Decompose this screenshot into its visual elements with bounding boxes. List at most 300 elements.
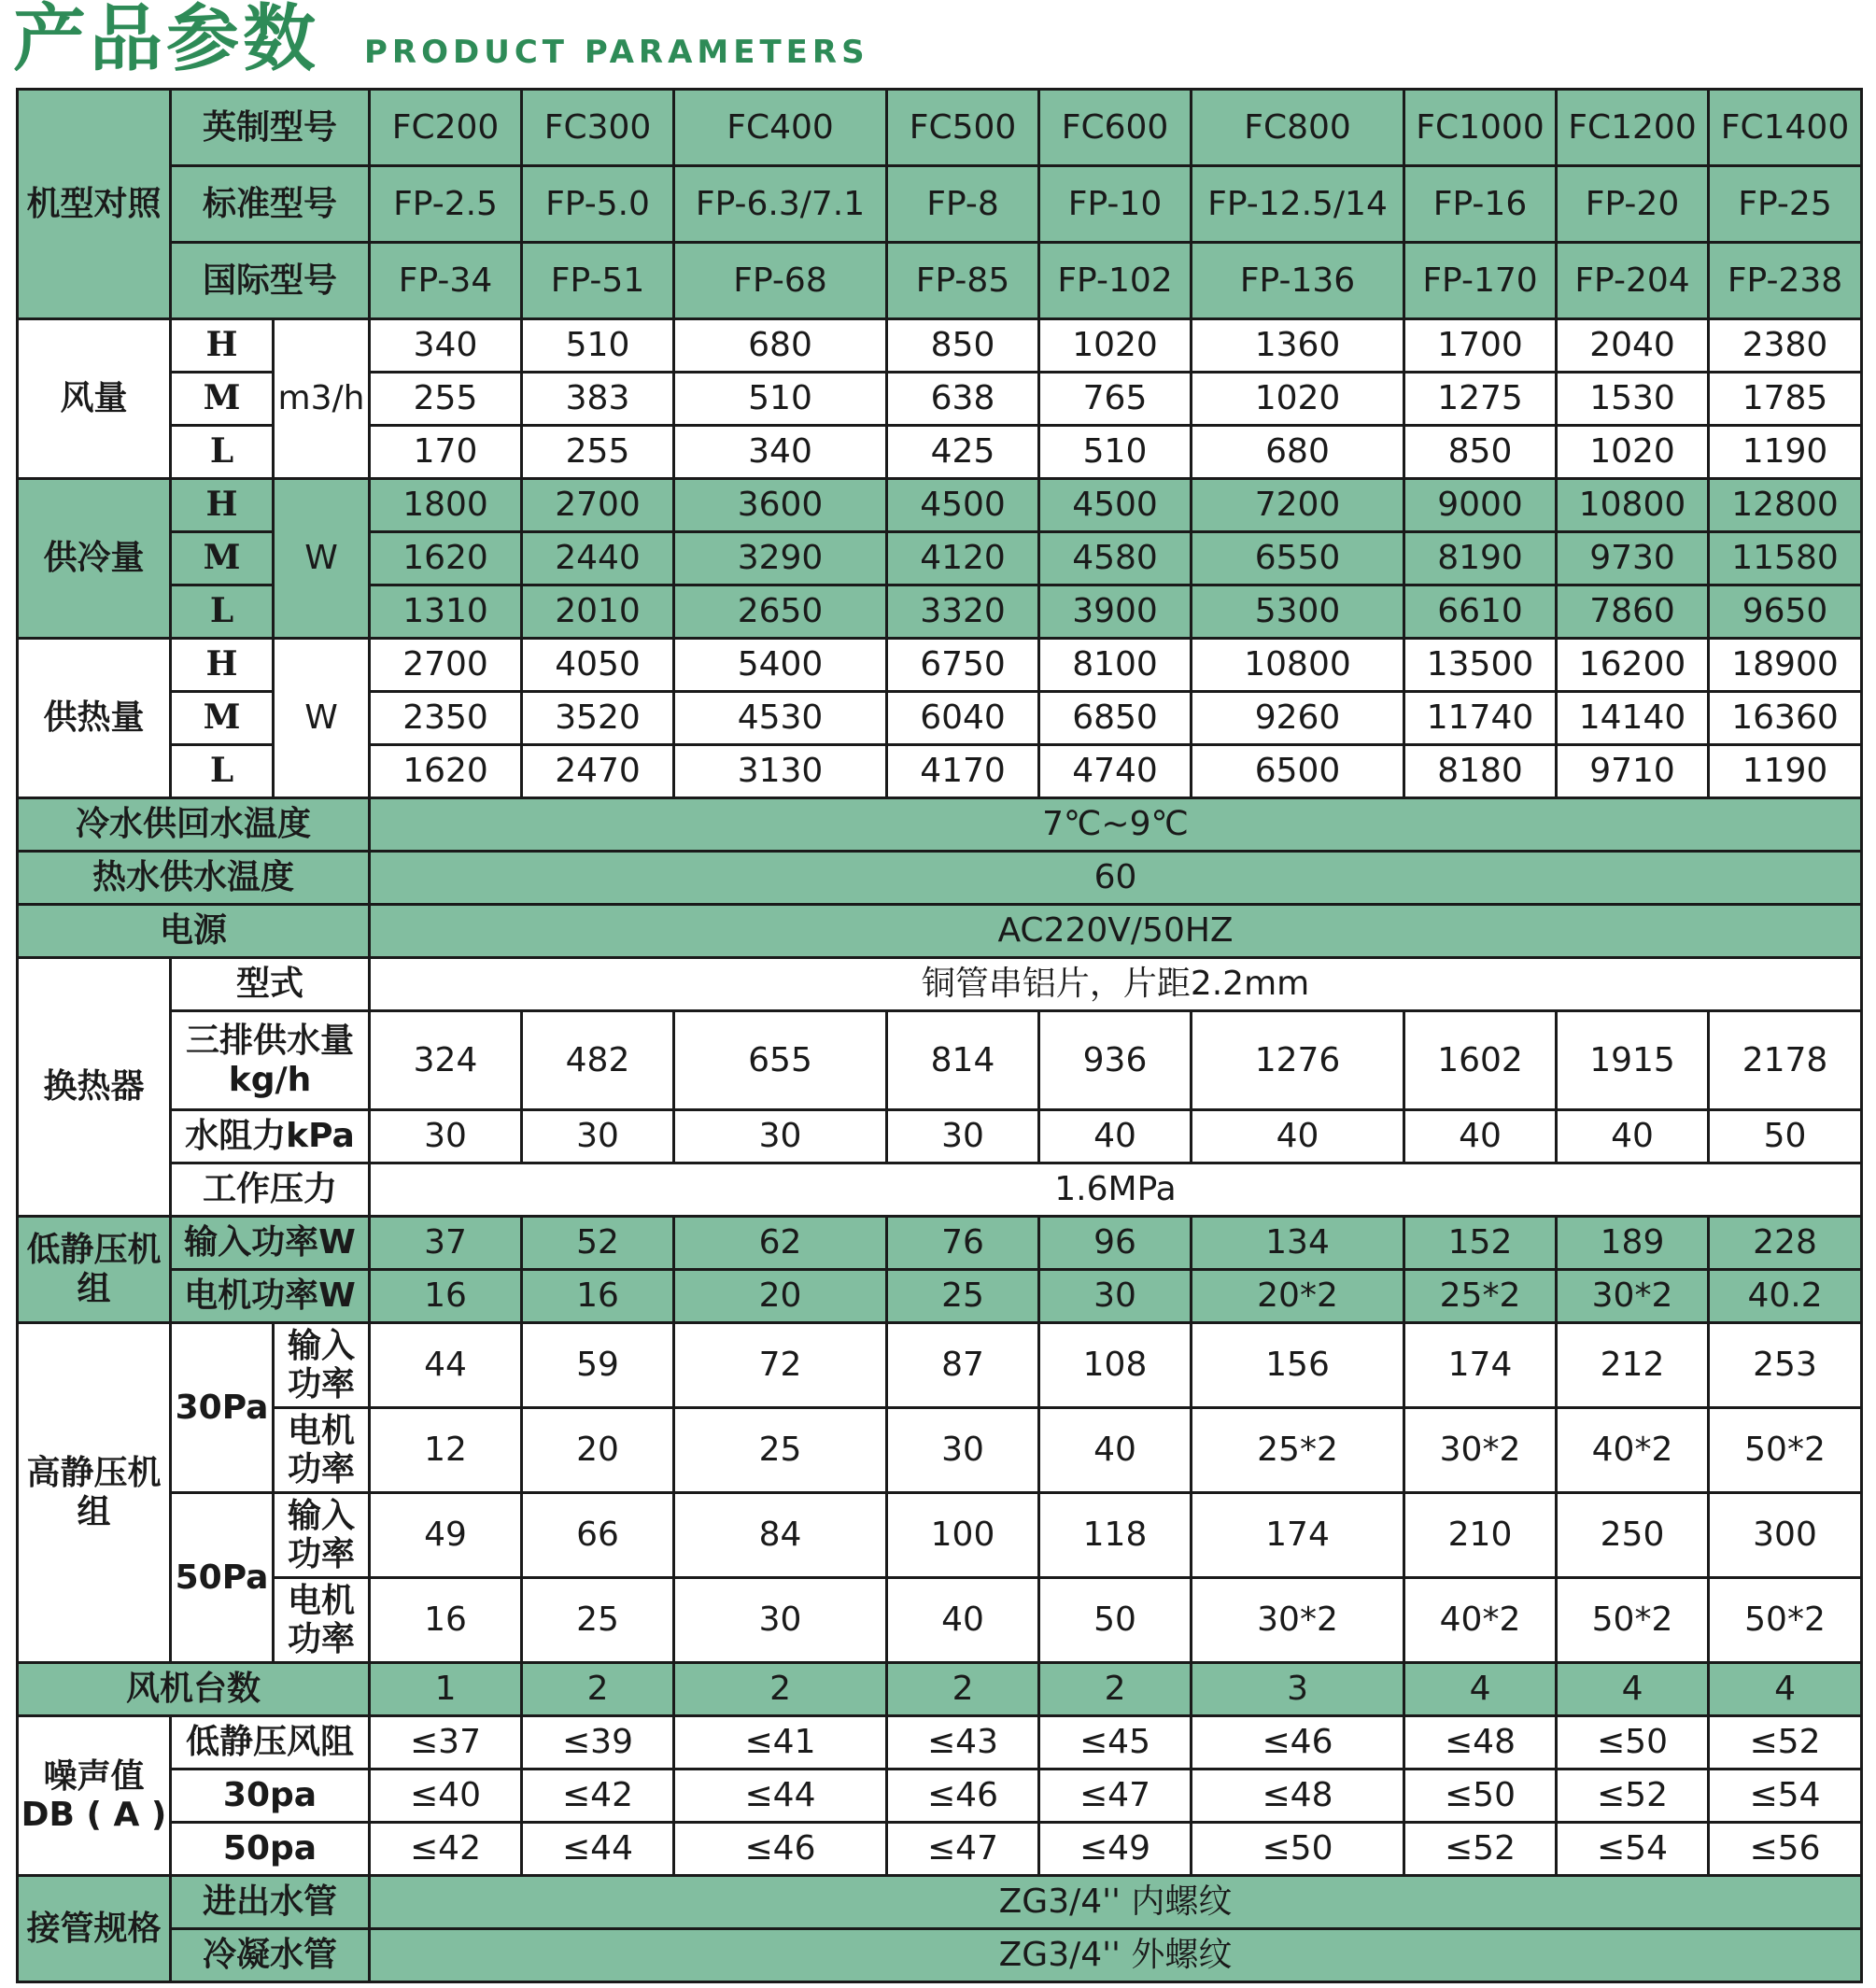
value-cell: FP-170 [1404,243,1557,319]
cold-water-temp-row [18,798,1862,852]
value-cell: FP-51 [522,243,674,319]
value-cell: 510 [1039,426,1192,479]
value-cell: 11580 [1709,532,1862,585]
unit-label: W [274,639,370,798]
value-cell: 118 [1039,1493,1192,1578]
row-label: 冷凝水管 [171,1929,370,1982]
value-cell: 14140 [1557,692,1709,745]
value-cell: 340 [370,319,522,373]
row-label [171,1011,370,1110]
value-cell: 66 [522,1493,674,1578]
value-cell: ≤54 [1557,1823,1709,1876]
row-label: 电源 [18,905,370,958]
span-value: 铜管串铝片，片距2.2mm [370,958,1862,1011]
value-cell: 152 [1404,1217,1557,1270]
unit-label: m3/h [274,319,370,479]
value-cell: 1620 [370,745,522,798]
value-cell: 425 [887,426,1039,479]
value-cell: 20*2 [1192,1270,1404,1323]
group-label [18,1323,171,1663]
value-cell: 1360 [1192,319,1404,373]
value-cell: 253 [1709,1323,1862,1408]
page-subtitle: PRODUCT PARAMETERS [364,34,869,71]
value-cell: 1602 [1404,1011,1557,1110]
value-cell: ≤49 [1039,1823,1192,1876]
value-cell: 3 [1192,1663,1404,1716]
value-cell: 4120 [887,532,1039,585]
value-cell: 16360 [1709,692,1862,745]
group-label-text: 高静压机 [26,1454,162,1493]
value-cell: 62 [674,1217,887,1270]
value-cell: FP-6.3/7.1 [674,166,887,243]
value-cell: 25 [674,1408,887,1493]
value-cell: 76 [887,1217,1039,1270]
value-cell: 1190 [1709,426,1862,479]
value-cell: ≤44 [674,1769,887,1823]
exchanger-row [18,1110,1862,1163]
level-label: H [171,319,274,373]
row-label [274,1323,370,1408]
row-label-text: 功率 [288,1535,356,1573]
value-cell: 20 [674,1270,887,1323]
value-cell: 300 [1709,1493,1862,1578]
value-cell: 1800 [370,479,522,532]
value-cell: 50*2 [1709,1408,1862,1493]
value-cell: 4170 [887,745,1039,798]
value-cell: 108 [1039,1323,1192,1408]
level-label: H [171,479,274,532]
value-cell: 1275 [1404,373,1557,426]
value-cell: ≤43 [887,1716,1039,1769]
value-cell: 40 [1039,1110,1192,1163]
parameters-table [16,88,1863,1983]
value-cell: 2 [522,1663,674,1716]
group-label: 机型对照 [18,90,171,319]
row-label: 标准型号 [171,166,370,243]
value-cell: 16 [370,1578,522,1663]
value-cell: 10800 [1192,639,1404,692]
value-cell: ≤39 [522,1716,674,1769]
value-cell: 680 [674,319,887,373]
value-cell: 59 [522,1323,674,1408]
value-cell: 2470 [522,745,674,798]
pipes-row [18,1929,1862,1982]
low-static-row [18,1217,1862,1270]
group-label-text: DB ( A ) [21,1796,167,1834]
value-cell: FP-10 [1039,166,1192,243]
value-cell: 50 [1039,1578,1192,1663]
value-cell: 16 [370,1270,522,1323]
value-cell: 12 [370,1408,522,1493]
value-cell: 170 [370,426,522,479]
value-cell: 1020 [1557,426,1709,479]
value-cell: 13500 [1404,639,1557,692]
row-label: 进出水管 [171,1876,370,1929]
value-cell: ≤54 [1709,1769,1862,1823]
row-label-text: 电机 [288,1411,356,1450]
row-label: 工作压力 [171,1163,370,1217]
value-cell: 850 [887,319,1039,373]
value-cell: 7860 [1557,585,1709,639]
noise-row [18,1716,1862,1769]
value-cell: FP-5.0 [522,166,674,243]
value-cell: 25 [887,1270,1039,1323]
value-cell: 936 [1039,1011,1192,1110]
value-cell: FP-25 [1709,166,1862,243]
high-static-row [18,1578,1862,1663]
value-cell: ≤47 [1039,1769,1192,1823]
value-cell: 340 [674,426,887,479]
value-cell: 1530 [1557,373,1709,426]
power-supply-row [18,905,1862,958]
value-cell: 9730 [1557,532,1709,585]
value-cell: 655 [674,1011,887,1110]
group-label-text: 组 [77,1269,111,1308]
value-cell: 1915 [1557,1011,1709,1110]
value-cell: ≤52 [1709,1716,1862,1769]
value-cell: FP-16 [1404,166,1557,243]
value-cell: ≤45 [1039,1716,1192,1769]
model-row [18,243,1862,319]
value-cell: 6750 [887,639,1039,692]
value-cell: 2010 [522,585,674,639]
high-static-row [18,1493,1862,1578]
value-cell: 680 [1192,426,1404,479]
value-cell: ≤52 [1557,1769,1709,1823]
value-cell: 84 [674,1493,887,1578]
value-cell: 1020 [1192,373,1404,426]
value-cell: 4500 [887,479,1039,532]
value-cell: 2350 [370,692,522,745]
value-cell: FP-2.5 [370,166,522,243]
value-cell: 30 [370,1110,522,1163]
value-cell: 510 [674,373,887,426]
group-label-text: 组 [77,1492,111,1531]
value-cell: 134 [1192,1217,1404,1270]
value-cell: FC1400 [1709,90,1862,166]
level-label: L [171,585,274,639]
pressure-label: 50Pa [171,1493,274,1663]
row-label-text: 输入 [288,1326,356,1365]
span-value: 7℃~9℃ [370,798,1862,852]
value-cell: 30*2 [1192,1578,1404,1663]
value-cell: 174 [1404,1323,1557,1408]
value-cell: 4 [1557,1663,1709,1716]
value-cell: 3290 [674,532,887,585]
cooling-row [18,479,1862,532]
value-cell: ≤40 [370,1769,522,1823]
value-cell: 3900 [1039,585,1192,639]
value-cell: ≤42 [370,1823,522,1876]
row-label [274,1408,370,1493]
value-cell: 1310 [370,585,522,639]
value-cell: 1785 [1709,373,1862,426]
value-cell: 3130 [674,745,887,798]
value-cell: ≤46 [674,1823,887,1876]
value-cell: 50*2 [1557,1578,1709,1663]
value-cell: 2 [674,1663,887,1716]
value-cell: 20 [522,1408,674,1493]
span-value: ZG3/4'' 内螺纹 [370,1876,1862,1929]
value-cell: 72 [674,1323,887,1408]
group-label: 供热量 [18,639,171,798]
value-cell: FP-136 [1192,243,1404,319]
value-cell: 100 [887,1493,1039,1578]
value-cell: 40 [1557,1110,1709,1163]
value-cell: 44 [370,1323,522,1408]
value-cell: ≤50 [1557,1716,1709,1769]
value-cell: 212 [1557,1323,1709,1408]
value-cell: 765 [1039,373,1192,426]
row-label: 30pa [171,1769,370,1823]
fans-row [18,1663,1862,1716]
value-cell: 50 [1709,1110,1862,1163]
pressure-label: 30Pa [171,1323,274,1493]
value-cell: 5300 [1192,585,1404,639]
value-cell: 4050 [522,639,674,692]
value-cell: 40*2 [1557,1408,1709,1493]
value-cell: FC400 [674,90,887,166]
value-cell: ≤48 [1404,1716,1557,1769]
value-cell: ≤50 [1404,1769,1557,1823]
value-cell: 96 [1039,1217,1192,1270]
value-cell: 189 [1557,1217,1709,1270]
value-cell: 8190 [1404,532,1557,585]
value-cell: 49 [370,1493,522,1578]
value-cell: 255 [522,426,674,479]
value-cell: 510 [522,319,674,373]
high-static-row [18,1323,1862,1408]
value-cell: 250 [1557,1493,1709,1578]
value-cell: 1620 [370,532,522,585]
value-cell: FC200 [370,90,522,166]
page-title: 产品参数 [13,0,320,81]
value-cell: 1020 [1039,319,1192,373]
group-label: 风量 [18,319,171,479]
value-cell: FP-34 [370,243,522,319]
value-cell: 228 [1709,1217,1862,1270]
hot-water-temp-row [18,852,1862,905]
value-cell: 30 [522,1110,674,1163]
value-cell: 4740 [1039,745,1192,798]
value-cell: 30*2 [1557,1270,1709,1323]
value-cell: 9710 [1557,745,1709,798]
value-cell: 25 [522,1578,674,1663]
value-cell: 9000 [1404,479,1557,532]
value-cell: 324 [370,1011,522,1110]
value-cell: 6500 [1192,745,1404,798]
airflow-row [18,319,1862,373]
level-label: L [171,745,274,798]
value-cell: FP-8 [887,166,1039,243]
exchanger-row [18,1163,1862,1217]
value-cell: 25*2 [1192,1408,1404,1493]
value-cell: 30 [1039,1270,1192,1323]
value-cell: FC1200 [1557,90,1709,166]
level-label: M [171,373,274,426]
level-label: H [171,639,274,692]
row-label: 型式 [171,958,370,1011]
value-cell: ≤42 [522,1769,674,1823]
group-label-text: 噪声值 [43,1756,145,1796]
row-label-text: 功率 [288,1620,356,1658]
value-cell: 174 [1192,1493,1404,1578]
level-label: M [171,692,274,745]
span-value: ZG3/4'' 外螺纹 [370,1929,1862,1982]
value-cell: ≤52 [1404,1823,1557,1876]
high-static-row [18,1408,1862,1493]
row-label: 英制型号 [171,90,370,166]
value-cell: 5400 [674,639,887,692]
header [13,0,1871,80]
value-cell: 6550 [1192,532,1404,585]
value-cell: FC300 [522,90,674,166]
value-cell: 16 [522,1270,674,1323]
value-cell: 1276 [1192,1011,1404,1110]
value-cell: 3520 [522,692,674,745]
value-cell: 8100 [1039,639,1192,692]
value-cell: 3600 [674,479,887,532]
value-cell: 9650 [1709,585,1862,639]
level-label: M [171,532,274,585]
value-cell: 4 [1404,1663,1557,1716]
row-label-text: 功率 [288,1450,356,1488]
value-cell: 1190 [1709,745,1862,798]
value-cell: 30 [674,1110,887,1163]
row-label: 风机台数 [18,1663,370,1716]
value-cell: 1 [370,1663,522,1716]
value-cell: FP-85 [887,243,1039,319]
low-static-row [18,1270,1862,1323]
value-cell: 30 [674,1578,887,1663]
value-cell: 2700 [370,639,522,692]
value-cell: FP-68 [674,243,887,319]
value-cell: 40.2 [1709,1270,1862,1323]
value-cell: 4500 [1039,479,1192,532]
row-label: 电机功率W [171,1270,370,1323]
value-cell: FP-204 [1557,243,1709,319]
value-cell: 6040 [887,692,1039,745]
value-cell: 40 [1039,1408,1192,1493]
value-cell: FC1000 [1404,90,1557,166]
value-cell: FC800 [1192,90,1404,166]
row-label [274,1578,370,1663]
value-cell: 87 [887,1323,1039,1408]
value-cell: 814 [887,1011,1039,1110]
span-value: 60 [370,852,1862,905]
value-cell: 52 [522,1217,674,1270]
value-cell: 4580 [1039,532,1192,585]
value-cell: ≤37 [370,1716,522,1769]
value-cell: 30*2 [1404,1408,1557,1493]
group-label [18,1217,171,1323]
group-label: 供冷量 [18,479,171,639]
span-value: 1.6MPa [370,1163,1862,1217]
value-cell: ≤44 [522,1823,674,1876]
value-cell: FC500 [887,90,1039,166]
value-cell: ≤56 [1709,1823,1862,1876]
row-label [274,1493,370,1578]
value-cell: 11740 [1404,692,1557,745]
value-cell: FP-238 [1709,243,1862,319]
span-value: AC220V/50HZ [370,905,1862,958]
value-cell: 6610 [1404,585,1557,639]
value-cell: 7200 [1192,479,1404,532]
value-cell: 30 [887,1110,1039,1163]
value-cell: 40 [1192,1110,1404,1163]
group-label-text: 低静压机 [26,1231,162,1270]
value-cell: 383 [522,373,674,426]
value-cell: ≤48 [1192,1769,1404,1823]
value-cell: 10800 [1557,479,1709,532]
value-cell: FP-12.5/14 [1192,166,1404,243]
value-cell: 16200 [1557,639,1709,692]
row-label: 冷水供回水温度 [18,798,370,852]
value-cell: 8180 [1404,745,1557,798]
value-cell: 40 [1404,1110,1557,1163]
heating-row [18,639,1862,692]
group-label: 换热器 [18,958,171,1217]
unit-label: W [274,479,370,639]
value-cell: 30 [887,1408,1039,1493]
group-label [18,1716,171,1876]
value-cell: 12800 [1709,479,1862,532]
pipes-row [18,1876,1862,1929]
value-cell: 6850 [1039,692,1192,745]
group-label: 接管规格 [18,1876,171,1982]
row-label: 国际型号 [171,243,370,319]
value-cell: 2700 [522,479,674,532]
value-cell: 4 [1709,1663,1862,1716]
value-cell: 2040 [1557,319,1709,373]
value-cell: 4530 [674,692,887,745]
value-cell: FC600 [1039,90,1192,166]
row-label: 输入功率W [171,1217,370,1270]
value-cell: 2380 [1709,319,1862,373]
value-cell: 156 [1192,1323,1404,1408]
row-label-text: 功率 [288,1365,356,1403]
value-cell: 2440 [522,532,674,585]
row-label-text: 三排供水量 [186,1022,355,1061]
row-label-text: kg/h [228,1060,312,1099]
value-cell: 210 [1404,1493,1557,1578]
value-cell: 2 [887,1663,1039,1716]
value-cell: 638 [887,373,1039,426]
row-label: 热水供水温度 [18,852,370,905]
row-label: 50pa [171,1823,370,1876]
value-cell: 3320 [887,585,1039,639]
value-cell: 9260 [1192,692,1404,745]
level-label: L [171,426,274,479]
value-cell: 37 [370,1217,522,1270]
value-cell: ≤41 [674,1716,887,1769]
value-cell: 1700 [1404,319,1557,373]
value-cell: 2650 [674,585,887,639]
row-label-text: 电机 [288,1581,356,1620]
value-cell: 2 [1039,1663,1192,1716]
value-cell: 482 [522,1011,674,1110]
model-row [18,166,1862,243]
noise-row [18,1823,1862,1876]
row-label: 水阻力kPa [171,1110,370,1163]
value-cell: 40 [887,1578,1039,1663]
value-cell: ≤50 [1192,1823,1404,1876]
value-cell: 850 [1404,426,1557,479]
model-row [18,90,1862,166]
value-cell: FP-20 [1557,166,1709,243]
row-label-text: 输入 [288,1496,356,1535]
value-cell: 50*2 [1709,1578,1862,1663]
